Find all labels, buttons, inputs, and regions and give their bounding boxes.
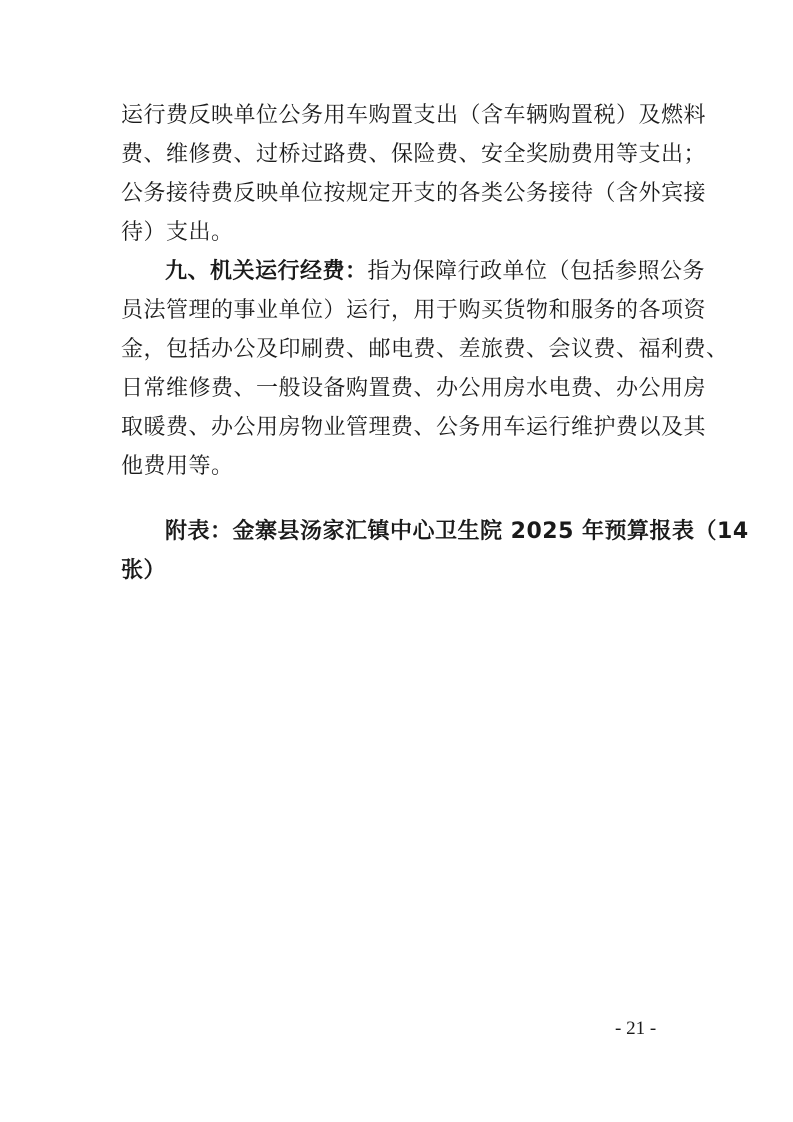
page-number: - 21 - xyxy=(615,1018,657,1039)
text-line: 他费用等。 xyxy=(121,454,234,479)
section-nine-text: 指为保障行政单位（包括参照公务 xyxy=(367,259,706,284)
text-line: 公务接待费反映单位按规定开支的各类公务接待（含外宾接 xyxy=(121,181,707,206)
text-line: 员法管理的事业单位）运行，用于购买货物和服务的各项资 xyxy=(121,298,707,323)
text-line: 金，包括办公及印刷费、邮电费、差旅费、会议费、福利费、 xyxy=(121,337,729,362)
text-line: 运行费反映单位公务用车购置支出（含车辆购置税）及燃料 xyxy=(121,103,707,128)
text-line: 取暖费、办公用房物业管理费、公务用车运行维护费以及其 xyxy=(121,415,707,440)
attachment-line: 附表：金寨县汤家汇镇中心卫生院 2025 年预算报表（14 xyxy=(165,519,749,544)
section-nine-heading: 九、机关运行经费： xyxy=(165,259,368,284)
text-line: 费、维修费、过桥过路费、保险费、安全奖励费用等支出； xyxy=(121,142,707,167)
text-line: 待）支出。 xyxy=(121,220,234,245)
section-nine-first-line xyxy=(165,252,706,292)
attachment-line: 张） xyxy=(121,558,167,583)
text-line: 日常维修费、一般设备购置费、办公用房水电费、办公用房 xyxy=(121,376,707,401)
